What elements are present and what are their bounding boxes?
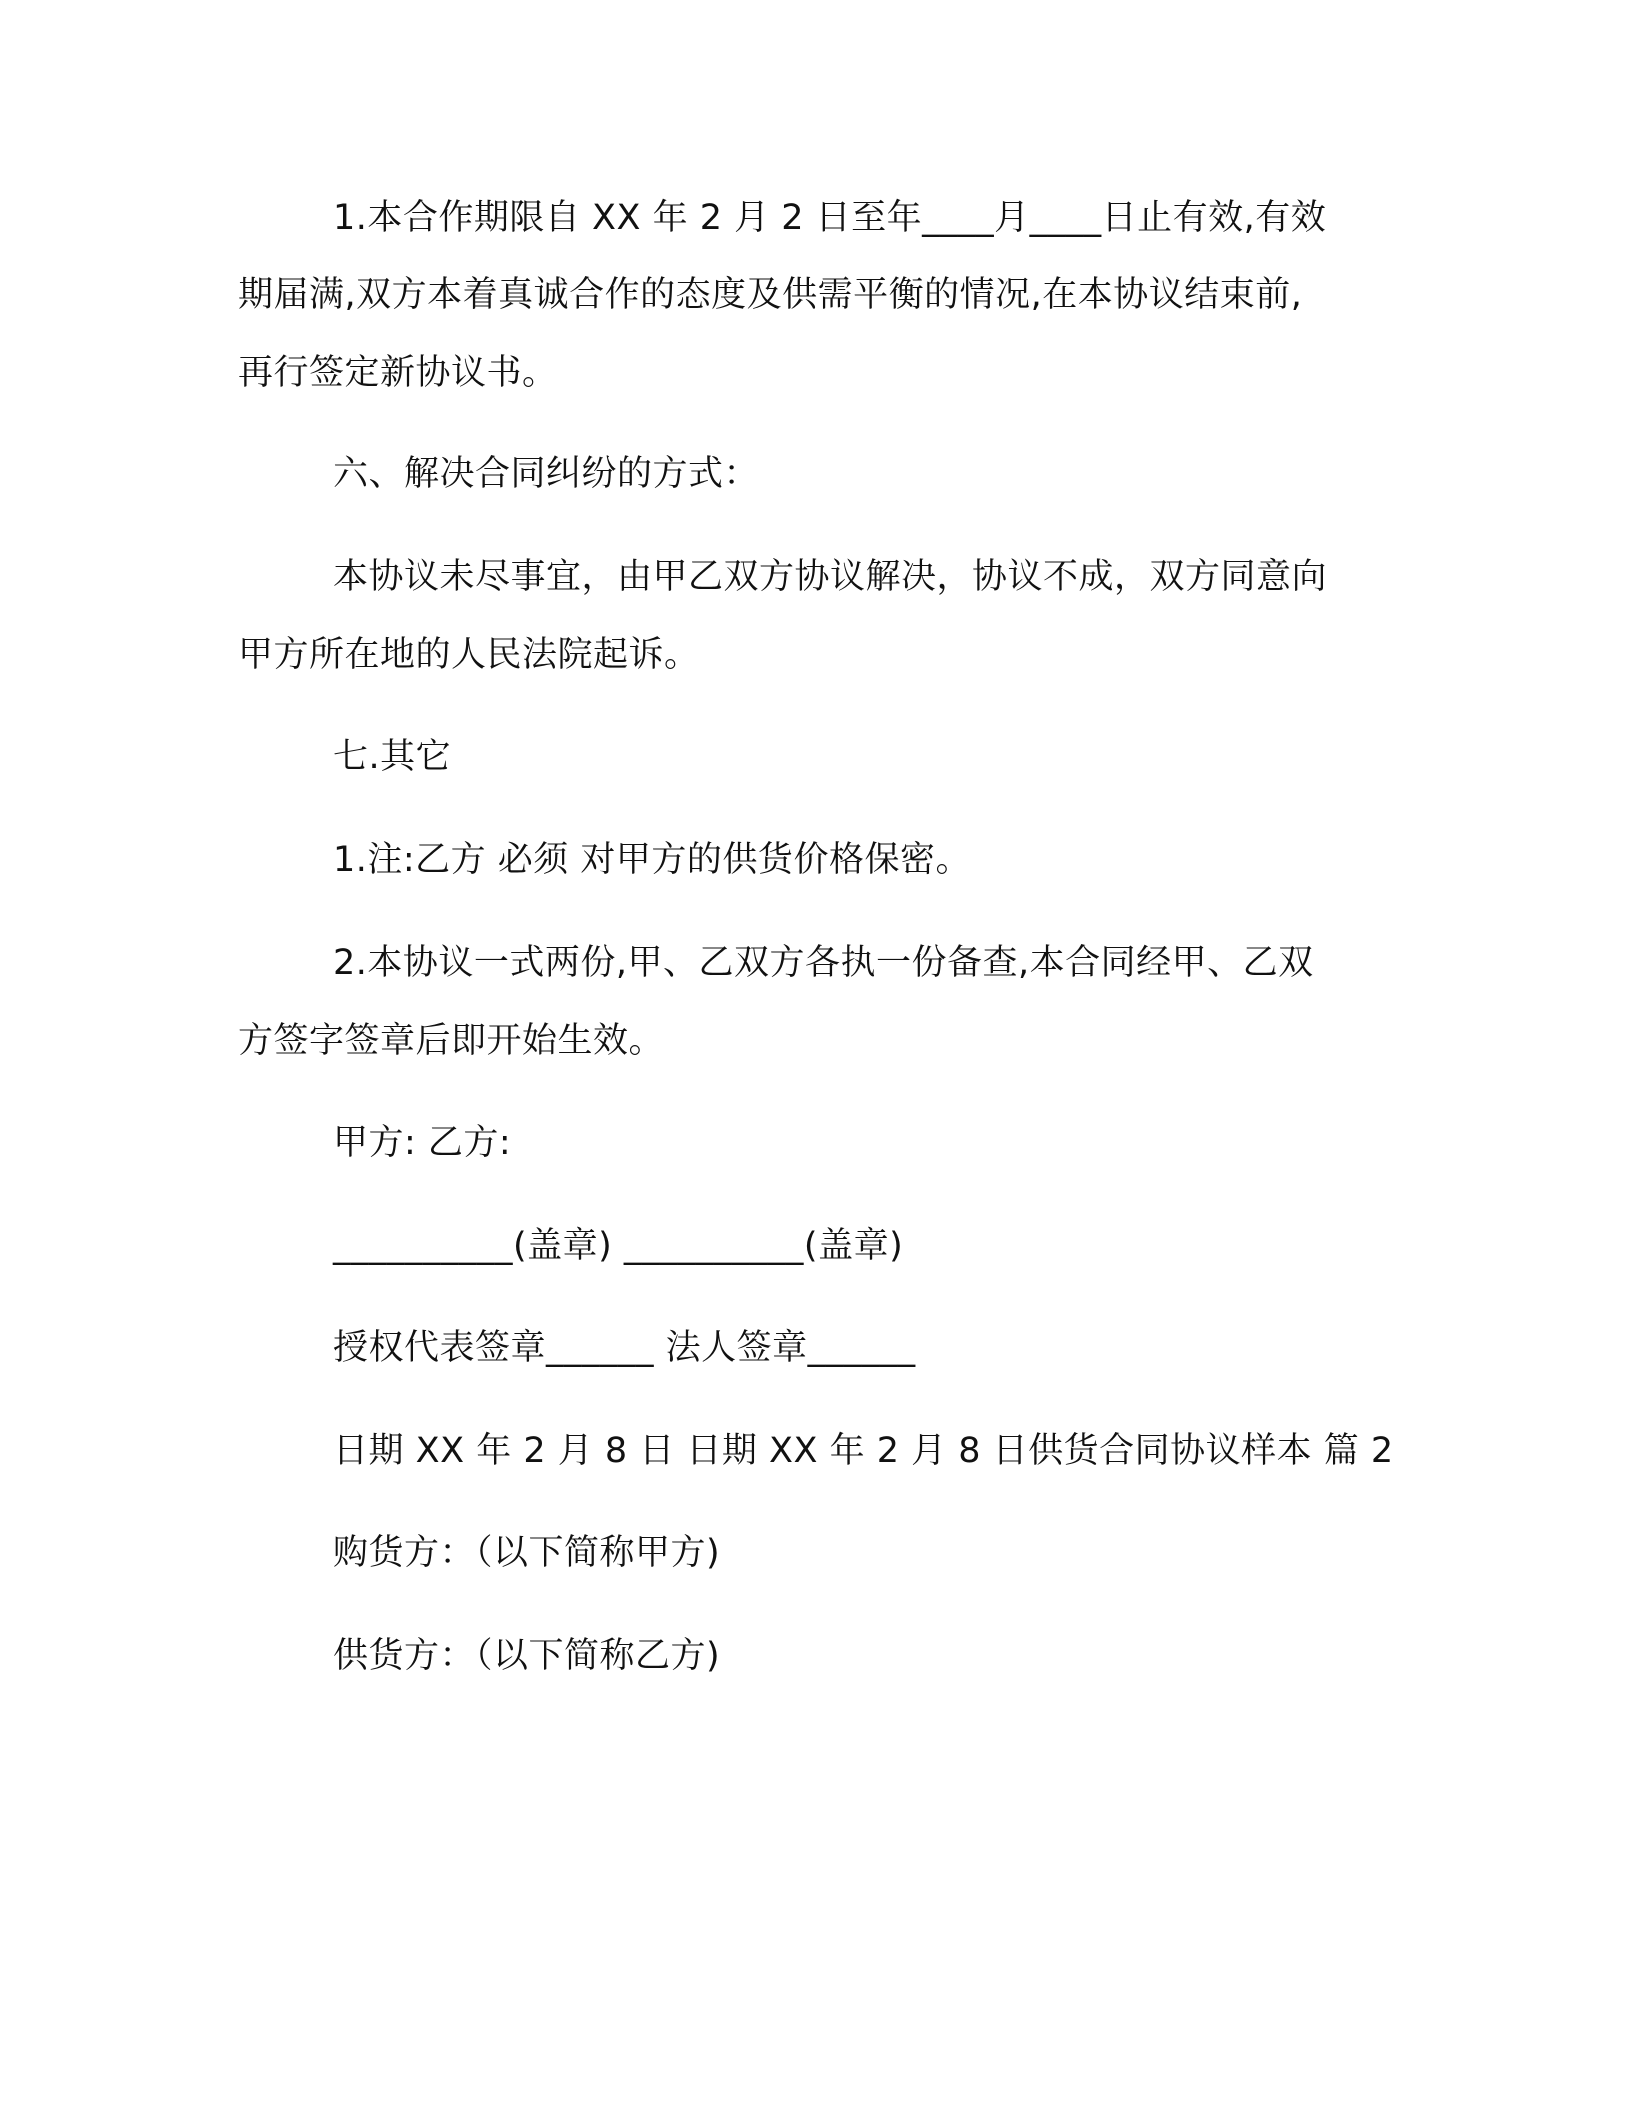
dispute-clause-line-1: 本协议未尽事宜，由甲乙双方协议解决，协议不成，双方同意向 xyxy=(333,557,1328,597)
copies-clause-line-2: 方签字签章后即开始生效。 xyxy=(238,1021,665,1061)
parties-label: 甲方: 乙方: xyxy=(333,1123,512,1163)
term-clause-line-3: 再行签定新协议书。 xyxy=(238,353,558,393)
seal-line: __________(盖章) __________(盖章) xyxy=(333,1226,904,1266)
section-six-heading: 六、解决合同纠纷的方式： xyxy=(333,454,760,494)
signature-line: 授权代表签章______ 法人签章______ xyxy=(333,1328,916,1368)
term-clause-line-1: 1.本合作期限自 XX 年 2 月 2 日至年____月____日止有效,有效 xyxy=(333,198,1327,238)
term-clause-line-2: 期届满,双方本着真诚合作的态度及供需平衡的情况,在本协议结束前, xyxy=(238,275,1303,315)
buyer-line: 购货方：（以下简称甲方) xyxy=(333,1533,721,1573)
confidentiality-clause: 1.注:乙方 必须 对甲方的供货价格保密。 xyxy=(333,840,971,880)
copies-clause-line-1: 2.本协议一式两份,甲、乙双方各执一份备查,本合同经甲、乙双 xyxy=(333,943,1314,983)
dispute-clause-line-2: 甲方所在地的人民法院起诉。 xyxy=(238,635,700,675)
section-seven-heading: 七.其它 xyxy=(333,737,452,777)
date-line: 日期 XX 年 2 月 8 日 日期 XX 年 2 月 8 日供货合同协议样本 篇 2 xyxy=(333,1431,1394,1471)
supplier-line: 供货方：（以下简称乙方) xyxy=(333,1636,721,1676)
